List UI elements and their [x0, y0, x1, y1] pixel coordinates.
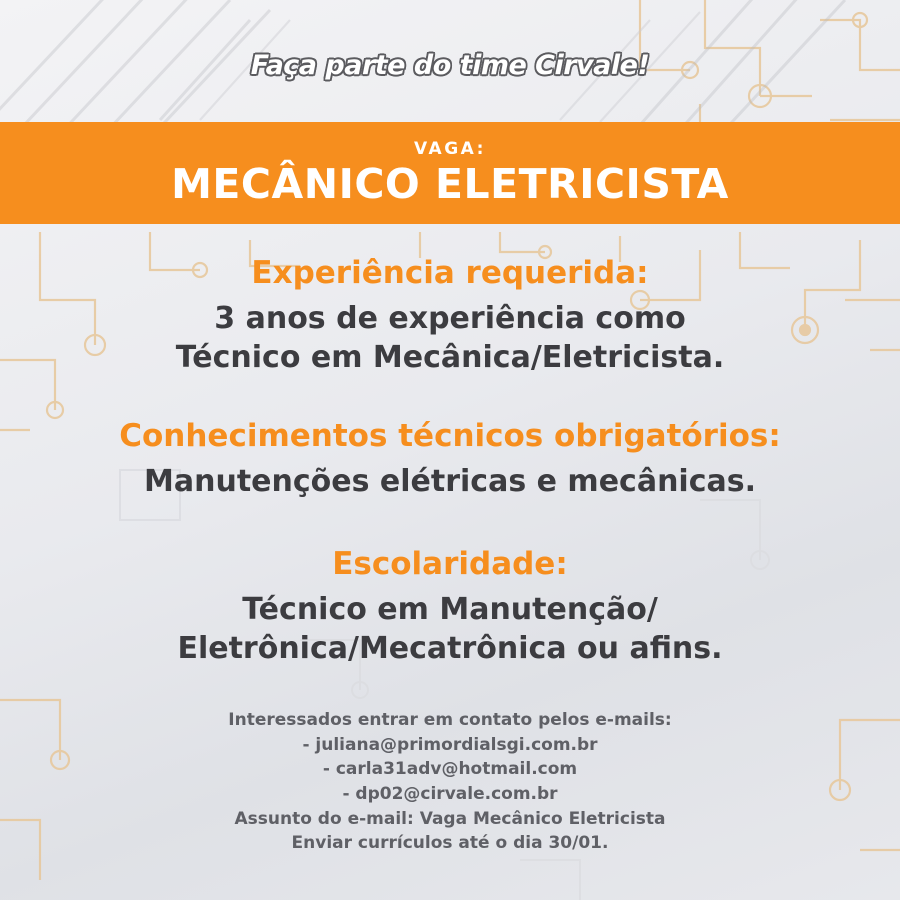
vacancy-eyebrow-label: VAGA: [414, 139, 486, 159]
contact-deadline: Enviar currículos até o dia 30/01. [291, 833, 609, 854]
page-headline: Faça parte do time Cirvale! [250, 50, 650, 81]
section-conhecimentos [0, 417, 900, 501]
section-experiencia [0, 254, 900, 377]
section-line-escolaridade-2: Eletrônica/Mecatrônica ou afins. [177, 631, 723, 667]
section-heading-experiencia: Experiência requerida: [251, 255, 649, 291]
section-escolaridade [0, 545, 900, 668]
section-line-experiencia-2: Técnico em Mecânica/Eletricista. [175, 340, 725, 376]
contact-intro: Interessados entrar em contato pelos e-mails: [228, 710, 672, 731]
contact-subject: Assunto do e-mail: Vaga Mecânico Eletricista [234, 808, 666, 829]
section-line-conhecimentos-1: Manutenções elétricas e mecânicas. [144, 464, 756, 500]
section-heading-escolaridade: Escolaridade: [332, 546, 568, 583]
job-details [0, 232, 900, 856]
contact-email-3[interactable]: - dp02@cirvale.com.br [342, 784, 558, 805]
contact-email-1[interactable]: - juliana@primordialsgi.com.br [302, 734, 598, 755]
contact-email-2[interactable]: - carla31adv@hotmail.com [322, 759, 578, 780]
vacancy-banner [0, 122, 900, 224]
contact-block [0, 708, 900, 856]
section-line-escolaridade-1: Técnico em Manutenção/ [242, 592, 658, 628]
section-heading-conhecimentos: Conhecimentos técnicos obrigatórios: [119, 418, 781, 455]
section-line-experiencia-1: 3 anos de experiência como [214, 301, 686, 337]
vacancy-title: MECÂNICO ELETRICISTA [171, 160, 729, 208]
